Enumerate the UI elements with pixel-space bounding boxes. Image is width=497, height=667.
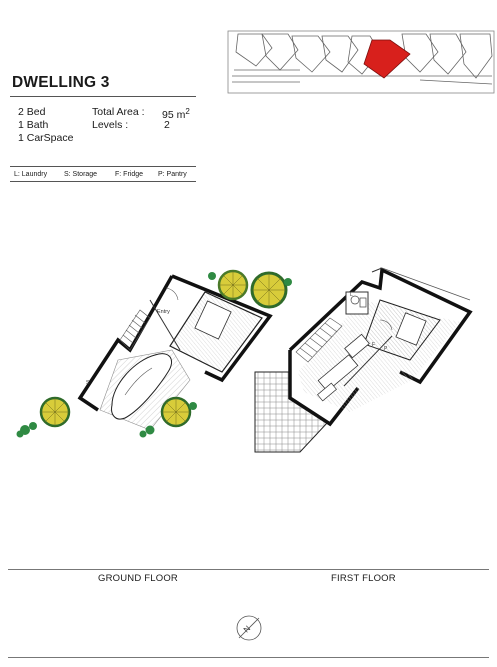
fridge-label: F [372, 342, 376, 348]
bath-count: 1 Bath [18, 119, 49, 131]
north-letter: N [241, 623, 253, 635]
pantry-label: P [384, 346, 388, 352]
levels-value: 2 [164, 119, 170, 131]
legend-storage: S: Storage [64, 171, 98, 178]
storage-label-ground: S [86, 380, 90, 386]
bed-count: 2 Bed [18, 106, 46, 118]
area-number: 95 m [162, 109, 186, 121]
area-unit-superscript: 2 [185, 107, 190, 116]
legend-fridge: F: Fridge [115, 171, 144, 178]
ground-floor-label: GROUND FLOOR [98, 573, 178, 584]
first-floor-label: FIRST FLOOR [331, 573, 396, 584]
legend-laundry: L: Laundry [14, 171, 48, 178]
laundry-label: L [350, 292, 353, 298]
total-area-label: Total Area : [92, 106, 145, 118]
footer-divider [8, 657, 489, 658]
legend-pantry: P: Pantry [158, 171, 187, 178]
entry-label: Entry [157, 309, 170, 315]
levels-label: Levels : [92, 119, 129, 131]
carspace-count: 1 CarSpace [18, 132, 74, 144]
page-title: DWELLING 3 [12, 74, 110, 91]
